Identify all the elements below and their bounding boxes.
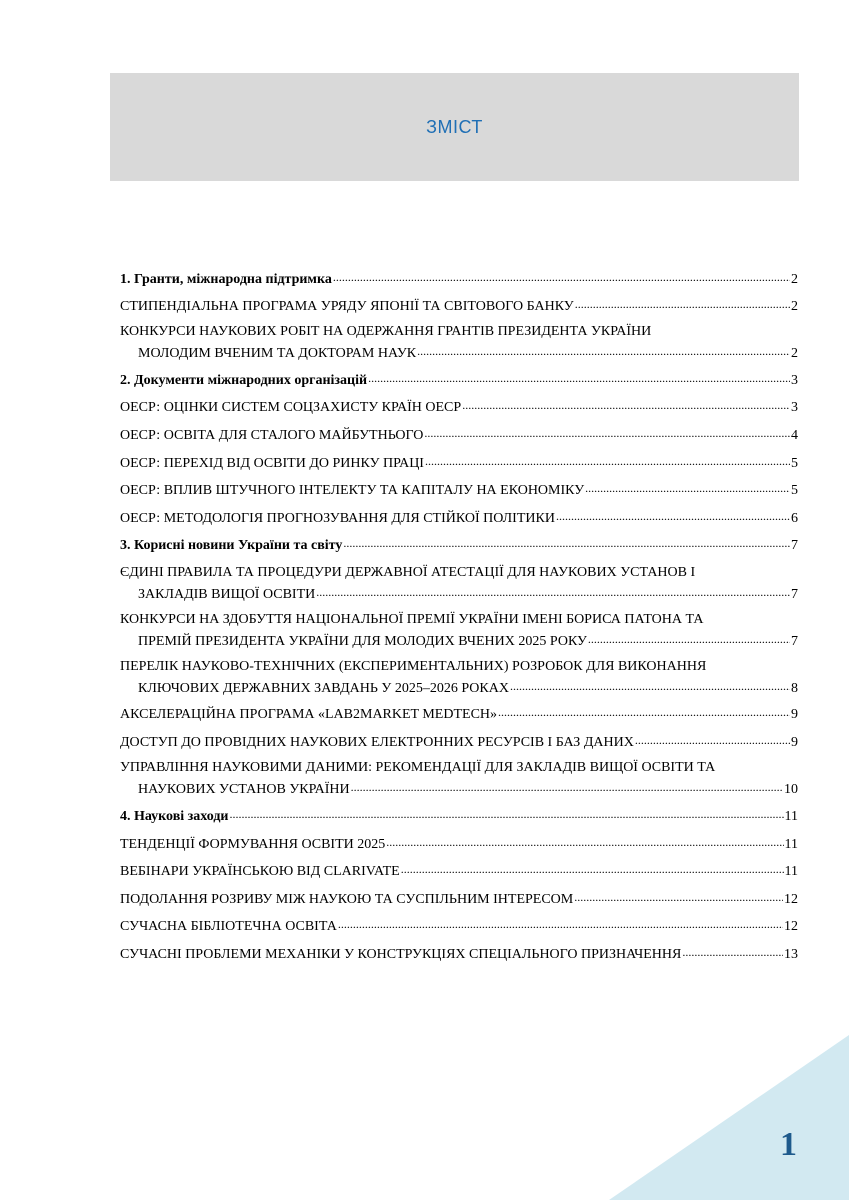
toc-entry[interactable] [120,322,798,362]
toc-entry[interactable] [120,860,798,880]
toc-entry[interactable] [120,452,798,472]
toc-entry[interactable] [120,563,798,603]
toc-dot-leader [316,586,790,603]
toc-page-number: 5 [791,456,798,471]
toc-page-number: 8 [791,681,798,696]
toc-dot-leader [585,482,790,499]
toc-dot-leader [462,399,790,416]
toc-entry-title: 4. Наукові заходи [120,809,229,824]
toc-entry-title-line: КОНКУРСИ НАУКОВИХ РОБІТ НА ОДЕРЖАННЯ ГРАНТІВ ПРЕЗИДЕНТА УКРАЇНИ [120,324,652,339]
toc-page-number: 4 [791,428,798,443]
toc-entry-title: 3. Корисні новини України та світу [120,538,343,553]
toc-entry-title: СТИПЕНДІАЛЬНА ПРОГРАМА УРЯДУ ЯПОНІЇ ТА СВІТОВОГО БАНКУ [120,299,574,314]
toc-entry[interactable] [120,915,798,935]
page-number: 1 [780,1126,797,1163]
toc-entry[interactable] [120,534,798,554]
toc-dot-leader [424,427,790,444]
toc-entry-title: ПОДОЛАННЯ РОЗРИВУ МІЖ НАУКОЮ ТА СУСПІЛЬНИМ ІНТЕРЕСОМ [120,892,574,907]
toc-entry-title: МОЛОДИМ ВЧЕНИМ ТА ДОКТОРАМ НАУК [138,346,417,361]
toc-page-number: 13 [784,947,798,962]
toc-entry[interactable] [120,479,798,499]
toc-dot-leader [338,918,783,935]
toc-dot-leader [401,863,784,880]
toc-page-number: 7 [791,634,798,649]
toc-dot-leader [425,455,790,472]
toc-entry[interactable] [120,758,798,798]
toc-header-box [110,73,799,181]
toc-entry-title: КЛЮЧОВИХ ДЕРЖАВНИХ ЗАВДАНЬ У 2025–2026 РОКАХ [138,681,509,696]
toc-entry-title: ДОСТУП ДО ПРОВІДНИХ НАУКОВИХ ЕЛЕКТРОННИХ РЕСУРСІВ І БАЗ ДАНИХ [120,735,634,750]
toc-page-number: 7 [791,538,798,553]
toc-entry-title: 1. Гранти, міжнародна підтримка [120,272,332,287]
toc-dot-leader [417,345,790,362]
toc-dot-leader [333,271,790,288]
toc-entry-title: АКСЕЛЕРАЦІЙНА ПРОГРАМА «LAB2MARKET MEDTECH» [120,707,498,722]
toc-dot-leader [368,372,790,389]
toc-page-number: 7 [791,587,798,602]
toc-entry[interactable] [120,833,798,853]
toc-entry[interactable] [120,268,798,288]
toc-page-number: 10 [784,782,798,797]
toc-entry[interactable] [120,943,798,963]
toc-dot-leader [498,706,790,723]
toc-page-number: 5 [791,483,798,498]
toc-page-number: 3 [791,373,798,388]
toc-entry[interactable] [120,295,798,315]
toc-page-number: 3 [791,400,798,415]
toc-page-number: 11 [784,864,798,879]
toc-page-number: 11 [784,809,798,824]
toc-entry[interactable] [120,731,798,751]
toc-dot-leader [575,298,790,315]
toc-entry-title: ПРЕМІЙ ПРЕЗИДЕНТА УКРАЇНИ ДЛЯ МОЛОДИХ ВЧЕНИХ 2025 РОКУ [138,634,587,649]
toc-page-number: 11 [784,837,798,852]
corner-decoration [609,1035,849,1200]
toc-entry[interactable] [120,703,798,723]
toc-entry-title: НАУКОВИХ УСТАНОВ УКРАЇНИ [138,782,350,797]
toc-page-number: 2 [791,299,798,314]
toc-entry[interactable] [120,657,798,697]
toc-entry[interactable] [120,805,798,825]
toc-entry[interactable] [120,396,798,416]
toc-entry[interactable] [120,369,798,389]
toc-page-number: 12 [784,919,798,934]
toc-entry-title: ОЕСР: ОЦІНКИ СИСТЕМ СОЦЗАХИСТУ КРАЇН ОЕСР [120,400,462,415]
toc-entry-title: СУЧАСНА БІБЛІОТЕЧНА ОСВІТА [120,919,337,934]
toc-entry[interactable] [120,888,798,908]
toc-page-number: 9 [791,735,798,750]
toc-entry-title-line: ЄДИНІ ПРАВИЛА ТА ПРОЦЕДУРИ ДЕРЖАВНОЇ АТЕСТАЦІЇ ДЛЯ НАУКОВИХ УСТАНОВ І [120,565,696,580]
toc-page-number: 2 [791,272,798,287]
toc-entry-title-line: УПРАВЛІННЯ НАУКОВИМИ ДАНИМИ: РЕКОМЕНДАЦІЇ ДЛЯ ЗАКЛАДІВ ВИЩОЇ ОСВІТИ ТА [120,760,716,775]
toc-entry[interactable] [120,507,798,527]
toc-entry-title: 2. Документи міжнародних організацій [120,373,368,388]
toc-page-number: 12 [784,892,798,907]
toc-entry-title: СУЧАСНІ ПРОБЛЕМИ МЕХАНІКИ У КОНСТРУКЦІЯХ СПЕЦІАЛЬНОГО ПРИЗНАЧЕННЯ [120,947,682,962]
toc-entry-title: ЗАКЛАДІВ ВИЩОЇ ОСВІТИ [138,587,316,602]
toc-dot-leader [230,808,784,825]
toc-entry-title: ОЕСР: ВПЛИВ ШТУЧНОГО ІНТЕЛЕКТУ ТА КАПІТАЛУ НА ЕКОНОМІКУ [120,483,585,498]
toc-dot-leader [510,680,790,697]
toc-page-number: 2 [791,346,798,361]
toc-entry-title: ТЕНДЕНЦІЇ ФОРМУВАННЯ ОСВІТИ 2025 [120,837,386,852]
toc-dot-leader [682,946,783,963]
toc-title: ЗМІСТ [426,117,483,137]
toc-entry-title-line: ПЕРЕЛІК НАУКОВО-ТЕХНІЧНИХ (ЕКСПЕРИМЕНТАЛЬНИХ) РОЗРОБОК ДЛЯ ВИКОНАННЯ [120,659,707,674]
toc-entry[interactable] [120,610,798,650]
toc-dot-leader [588,633,790,650]
toc-entry-title: ОЕСР: МЕТОДОЛОГІЯ ПРОГНОЗУВАННЯ ДЛЯ СТІЙКОЇ ПОЛІТИКИ [120,511,555,526]
toc-entry[interactable] [120,424,798,444]
toc-dot-leader [574,891,783,908]
toc-entry-title-line: КОНКУРСИ НА ЗДОБУТТЯ НАЦІОНАЛЬНОЇ ПРЕМІЇ УКРАЇНИ ІМЕНІ БОРИСА ПАТОНА ТА [120,612,704,627]
toc-entry-title: ВЕБІНАРИ УКРАЇНСЬКОЮ ВІД CLARIVATE [120,864,400,879]
toc-entry-title: ОЕСР: ПЕРЕХІД ВІД ОСВІТИ ДО РИНКУ ПРАЦІ [120,456,424,471]
toc-dot-leader [351,781,783,798]
toc-dot-leader [343,537,790,554]
toc-entry-title: ОЕСР: ОСВІТА ДЛЯ СТАЛОГО МАЙБУТНЬОГО [120,428,424,443]
toc-page-number: 6 [791,511,798,526]
toc-page-number: 9 [791,707,798,722]
toc-dot-leader [386,836,783,853]
toc-dot-leader [635,734,790,751]
toc-dot-leader [556,510,790,527]
